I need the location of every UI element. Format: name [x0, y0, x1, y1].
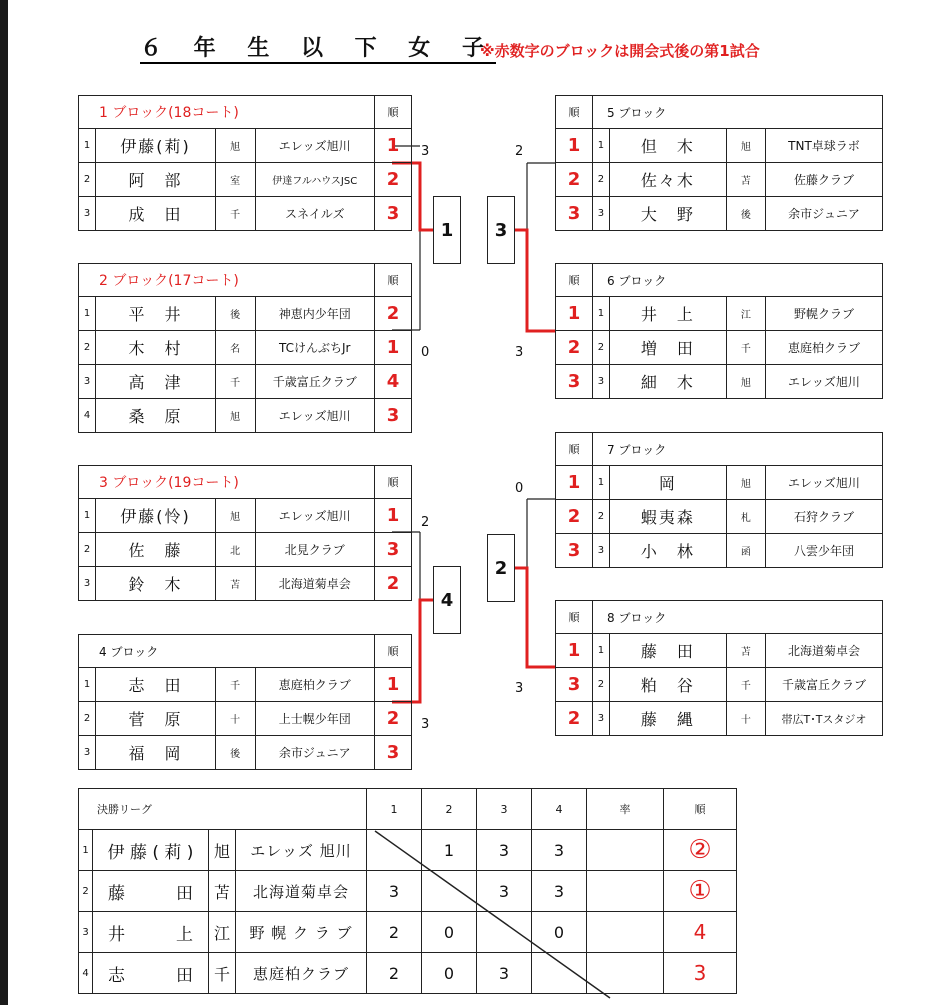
- player-rank: 1: [556, 129, 593, 163]
- final-score: 0: [532, 912, 587, 953]
- player-area: 後: [215, 736, 255, 770]
- player-area: 苫: [215, 567, 255, 601]
- player-area: 千: [726, 668, 765, 702]
- player-area: 江: [726, 297, 765, 331]
- player-rank: 3: [556, 365, 593, 399]
- player-name: 藤 田: [609, 634, 726, 668]
- final-score: 1: [422, 830, 477, 871]
- player-club: 北海道菊卓会: [765, 634, 882, 668]
- final-score: 0: [422, 953, 477, 994]
- player-name: 伊藤(怜): [96, 499, 215, 533]
- player-area: 名: [215, 331, 255, 365]
- player-name: 阿 部: [96, 163, 215, 197]
- final-score: 3: [367, 871, 422, 912]
- player-club: 北海道菊卓会: [255, 567, 375, 601]
- player-name: 木 村: [96, 331, 215, 365]
- match-3-score-bottom: 3: [515, 345, 524, 360]
- block-title: 3 ブロック(19コート): [79, 466, 375, 499]
- player-no: 1: [79, 297, 96, 331]
- final-player-name: 井 上: [93, 912, 209, 953]
- player-club: TCけんぶちJr: [255, 331, 375, 365]
- player-club: 千歳富丘クラブ: [765, 668, 882, 702]
- player-club: TNT卓球ラボ: [765, 129, 882, 163]
- player-name: 佐々木: [609, 163, 726, 197]
- final-player-no: 3: [79, 912, 93, 953]
- player-club: エレッズ旭川: [255, 129, 375, 163]
- player-no: 1: [79, 668, 96, 702]
- player-rank: 1: [375, 331, 412, 365]
- player-rank: 1: [375, 499, 412, 533]
- player-area: 札: [726, 500, 765, 534]
- player-area: 十: [215, 702, 255, 736]
- player-club: 石狩クラブ: [765, 500, 882, 534]
- player-area: 旭: [726, 466, 765, 500]
- player-no: 2: [79, 533, 96, 567]
- player-no: 1: [593, 297, 610, 331]
- final-rank: ②: [664, 830, 737, 871]
- player-rank: 3: [375, 197, 412, 231]
- player-no: 2: [593, 331, 610, 365]
- rank-header: 順: [556, 601, 593, 634]
- player-area: 千: [215, 197, 255, 231]
- player-club: 上士幌少年団: [255, 702, 375, 736]
- player-club: 野幌クラブ: [765, 297, 882, 331]
- player-club: 千歳富丘クラブ: [255, 365, 375, 399]
- player-rank: 2: [556, 163, 593, 197]
- player-rank: 1: [556, 634, 593, 668]
- player-area: 後: [726, 197, 765, 231]
- player-no: 2: [593, 668, 610, 702]
- player-rank: 2: [556, 331, 593, 365]
- final-score: 3: [532, 830, 587, 871]
- player-club: 伊達フルハウスJSC: [255, 163, 375, 197]
- match-2-score-bottom: 3: [515, 681, 524, 696]
- player-club: エレッズ旭川: [255, 499, 375, 533]
- match-1-score-bottom: 0: [421, 345, 430, 360]
- final-col-header: 3: [477, 789, 532, 830]
- match-box-2: 2: [487, 534, 515, 602]
- player-no: 4: [79, 399, 96, 433]
- final-player-area: 江: [209, 912, 236, 953]
- player-no: 1: [593, 466, 610, 500]
- rank-header: 順: [375, 635, 412, 668]
- player-no: 1: [79, 129, 96, 163]
- player-area: 函: [726, 534, 765, 568]
- player-no: 2: [593, 163, 610, 197]
- final-player-name: 伊 藤 ( 莉 ): [93, 830, 209, 871]
- player-area: 十: [726, 702, 765, 736]
- player-name: 増 田: [609, 331, 726, 365]
- final-player-area: 旭: [209, 830, 236, 871]
- player-no: 2: [79, 331, 96, 365]
- player-area: 室: [215, 163, 255, 197]
- rank-header: 順: [556, 433, 593, 466]
- player-name: 伊藤(莉): [96, 129, 215, 163]
- player-no: 3: [79, 365, 96, 399]
- player-area: 旭: [726, 129, 765, 163]
- player-rank: 3: [375, 399, 412, 433]
- player-name: 小 林: [609, 534, 726, 568]
- final-player-club: 北海道菊卓会: [236, 871, 367, 912]
- player-club: 余市ジュニア: [255, 736, 375, 770]
- rank-header: 順: [375, 264, 412, 297]
- page-title: ６ 年 生 以 下 女 子: [140, 36, 496, 64]
- player-no: 1: [79, 499, 96, 533]
- player-name: 藤 縄: [609, 702, 726, 736]
- player-no: 3: [593, 197, 610, 231]
- match-2-score-top: 0: [515, 481, 524, 496]
- final-score: 3: [477, 830, 532, 871]
- final-score: 2: [367, 953, 422, 994]
- final-league-title: 決勝リーグ: [79, 789, 367, 830]
- block-title: 8 ブロック: [593, 601, 883, 634]
- player-rank: 2: [375, 702, 412, 736]
- match-box-1: 1: [433, 196, 461, 264]
- final-player-name: 志 田: [93, 953, 209, 994]
- block-title: 7 ブロック: [593, 433, 883, 466]
- final-col-header: 率: [587, 789, 664, 830]
- player-club: スネイルズ: [255, 197, 375, 231]
- player-rank: 1: [556, 297, 593, 331]
- final-player-area: 苫: [209, 871, 236, 912]
- rank-header: 順: [556, 96, 593, 129]
- rank-header: 順: [556, 264, 593, 297]
- final-player-no: 1: [79, 830, 93, 871]
- player-no: 3: [79, 736, 96, 770]
- final-score: 0: [422, 912, 477, 953]
- player-area: 千: [215, 365, 255, 399]
- player-area: 苫: [726, 634, 765, 668]
- player-area: 旭: [215, 499, 255, 533]
- player-no: 2: [79, 163, 96, 197]
- player-name: 菅 原: [96, 702, 215, 736]
- final-rank: ①: [664, 871, 737, 912]
- player-club: 佐藤クラブ: [765, 163, 882, 197]
- player-rank: 2: [556, 500, 593, 534]
- player-rank: 2: [375, 567, 412, 601]
- final-col-header: 1: [367, 789, 422, 830]
- player-area: 苫: [726, 163, 765, 197]
- match-4-score-bottom: 3: [421, 717, 430, 732]
- final-score: 2: [367, 912, 422, 953]
- final-score: 3: [477, 871, 532, 912]
- player-no: 3: [79, 197, 96, 231]
- match-box-3: 3: [487, 196, 515, 264]
- player-area: 千: [726, 331, 765, 365]
- player-club: 八雲少年団: [765, 534, 882, 568]
- block-title: 5 ブロック: [593, 96, 883, 129]
- final-score: 3: [532, 871, 587, 912]
- match-box-4: 4: [433, 566, 461, 634]
- player-area: 千: [215, 668, 255, 702]
- final-score: 3: [477, 953, 532, 994]
- player-club: エレッズ旭川: [765, 466, 882, 500]
- player-name: 桑 原: [96, 399, 215, 433]
- player-rank: 3: [556, 668, 593, 702]
- player-name: 成 田: [96, 197, 215, 231]
- final-col-header: 4: [532, 789, 587, 830]
- player-club: 帯広T･Tスタジオ: [765, 702, 882, 736]
- first-match-note: ※赤数字のブロックは開会式後の第1試合: [480, 42, 760, 60]
- block-title: 4 ブロック: [79, 635, 375, 668]
- player-rank: 3: [556, 197, 593, 231]
- player-name: 蝦夷森: [609, 500, 726, 534]
- final-player-area: 千: [209, 953, 236, 994]
- player-name: 福 岡: [96, 736, 215, 770]
- block-title: 1 ブロック(18コート): [79, 96, 375, 129]
- player-rank: 3: [375, 736, 412, 770]
- player-name: 佐 藤: [96, 533, 215, 567]
- player-name: 志 田: [96, 668, 215, 702]
- block-title: 2 ブロック(17コート): [79, 264, 375, 297]
- match-3-score-top: 2: [515, 144, 524, 159]
- final-col-header: 順: [664, 789, 737, 830]
- player-rank: 1: [375, 129, 412, 163]
- player-rank: 3: [556, 534, 593, 568]
- final-player-no: 2: [79, 871, 93, 912]
- player-area: 旭: [215, 129, 255, 163]
- player-no: 2: [593, 500, 610, 534]
- block-title: 6 ブロック: [593, 264, 883, 297]
- final-player-club: 野 幌 ク ラ ブ: [236, 912, 367, 953]
- player-rank: 1: [375, 668, 412, 702]
- match-1-score-top: 3: [421, 144, 430, 159]
- player-rank: 3: [375, 533, 412, 567]
- player-club: エレッズ旭川: [255, 399, 375, 433]
- player-club: 恵庭柏クラブ: [765, 331, 882, 365]
- final-player-no: 4: [79, 953, 93, 994]
- player-name: 高 津: [96, 365, 215, 399]
- final-rank: 3: [664, 953, 737, 994]
- player-area: 北: [215, 533, 255, 567]
- player-area: 旭: [215, 399, 255, 433]
- player-no: 3: [593, 365, 610, 399]
- player-club: 神恵内少年団: [255, 297, 375, 331]
- player-name: 但 木: [609, 129, 726, 163]
- player-area: 後: [215, 297, 255, 331]
- player-name: 岡: [609, 466, 726, 500]
- final-player-club: 恵庭柏クラブ: [236, 953, 367, 994]
- final-col-header: 2: [422, 789, 477, 830]
- player-no: 3: [593, 534, 610, 568]
- player-name: 井 上: [609, 297, 726, 331]
- player-name: 大 野: [609, 197, 726, 231]
- player-area: 旭: [726, 365, 765, 399]
- final-player-name: 藤 田: [93, 871, 209, 912]
- player-name: 粕 谷: [609, 668, 726, 702]
- player-club: エレッズ旭川: [765, 365, 882, 399]
- player-no: 3: [593, 702, 610, 736]
- player-rank: 4: [375, 365, 412, 399]
- player-no: 2: [79, 702, 96, 736]
- player-name: 鈴 木: [96, 567, 215, 601]
- player-name: 平 井: [96, 297, 215, 331]
- player-rank: 2: [375, 163, 412, 197]
- player-no: 1: [593, 634, 610, 668]
- player-club: 余市ジュニア: [765, 197, 882, 231]
- rank-header: 順: [375, 96, 412, 129]
- match-4-score-top: 2: [421, 515, 430, 530]
- player-name: 細 木: [609, 365, 726, 399]
- player-no: 3: [79, 567, 96, 601]
- final-player-club: エレッズ 旭川: [236, 830, 367, 871]
- rank-header: 順: [375, 466, 412, 499]
- player-rank: 1: [556, 466, 593, 500]
- player-club: 恵庭柏クラブ: [255, 668, 375, 702]
- player-rank: 2: [556, 702, 593, 736]
- final-rank: 4: [664, 912, 737, 953]
- player-no: 1: [593, 129, 610, 163]
- player-rank: 2: [375, 297, 412, 331]
- player-club: 北見クラブ: [255, 533, 375, 567]
